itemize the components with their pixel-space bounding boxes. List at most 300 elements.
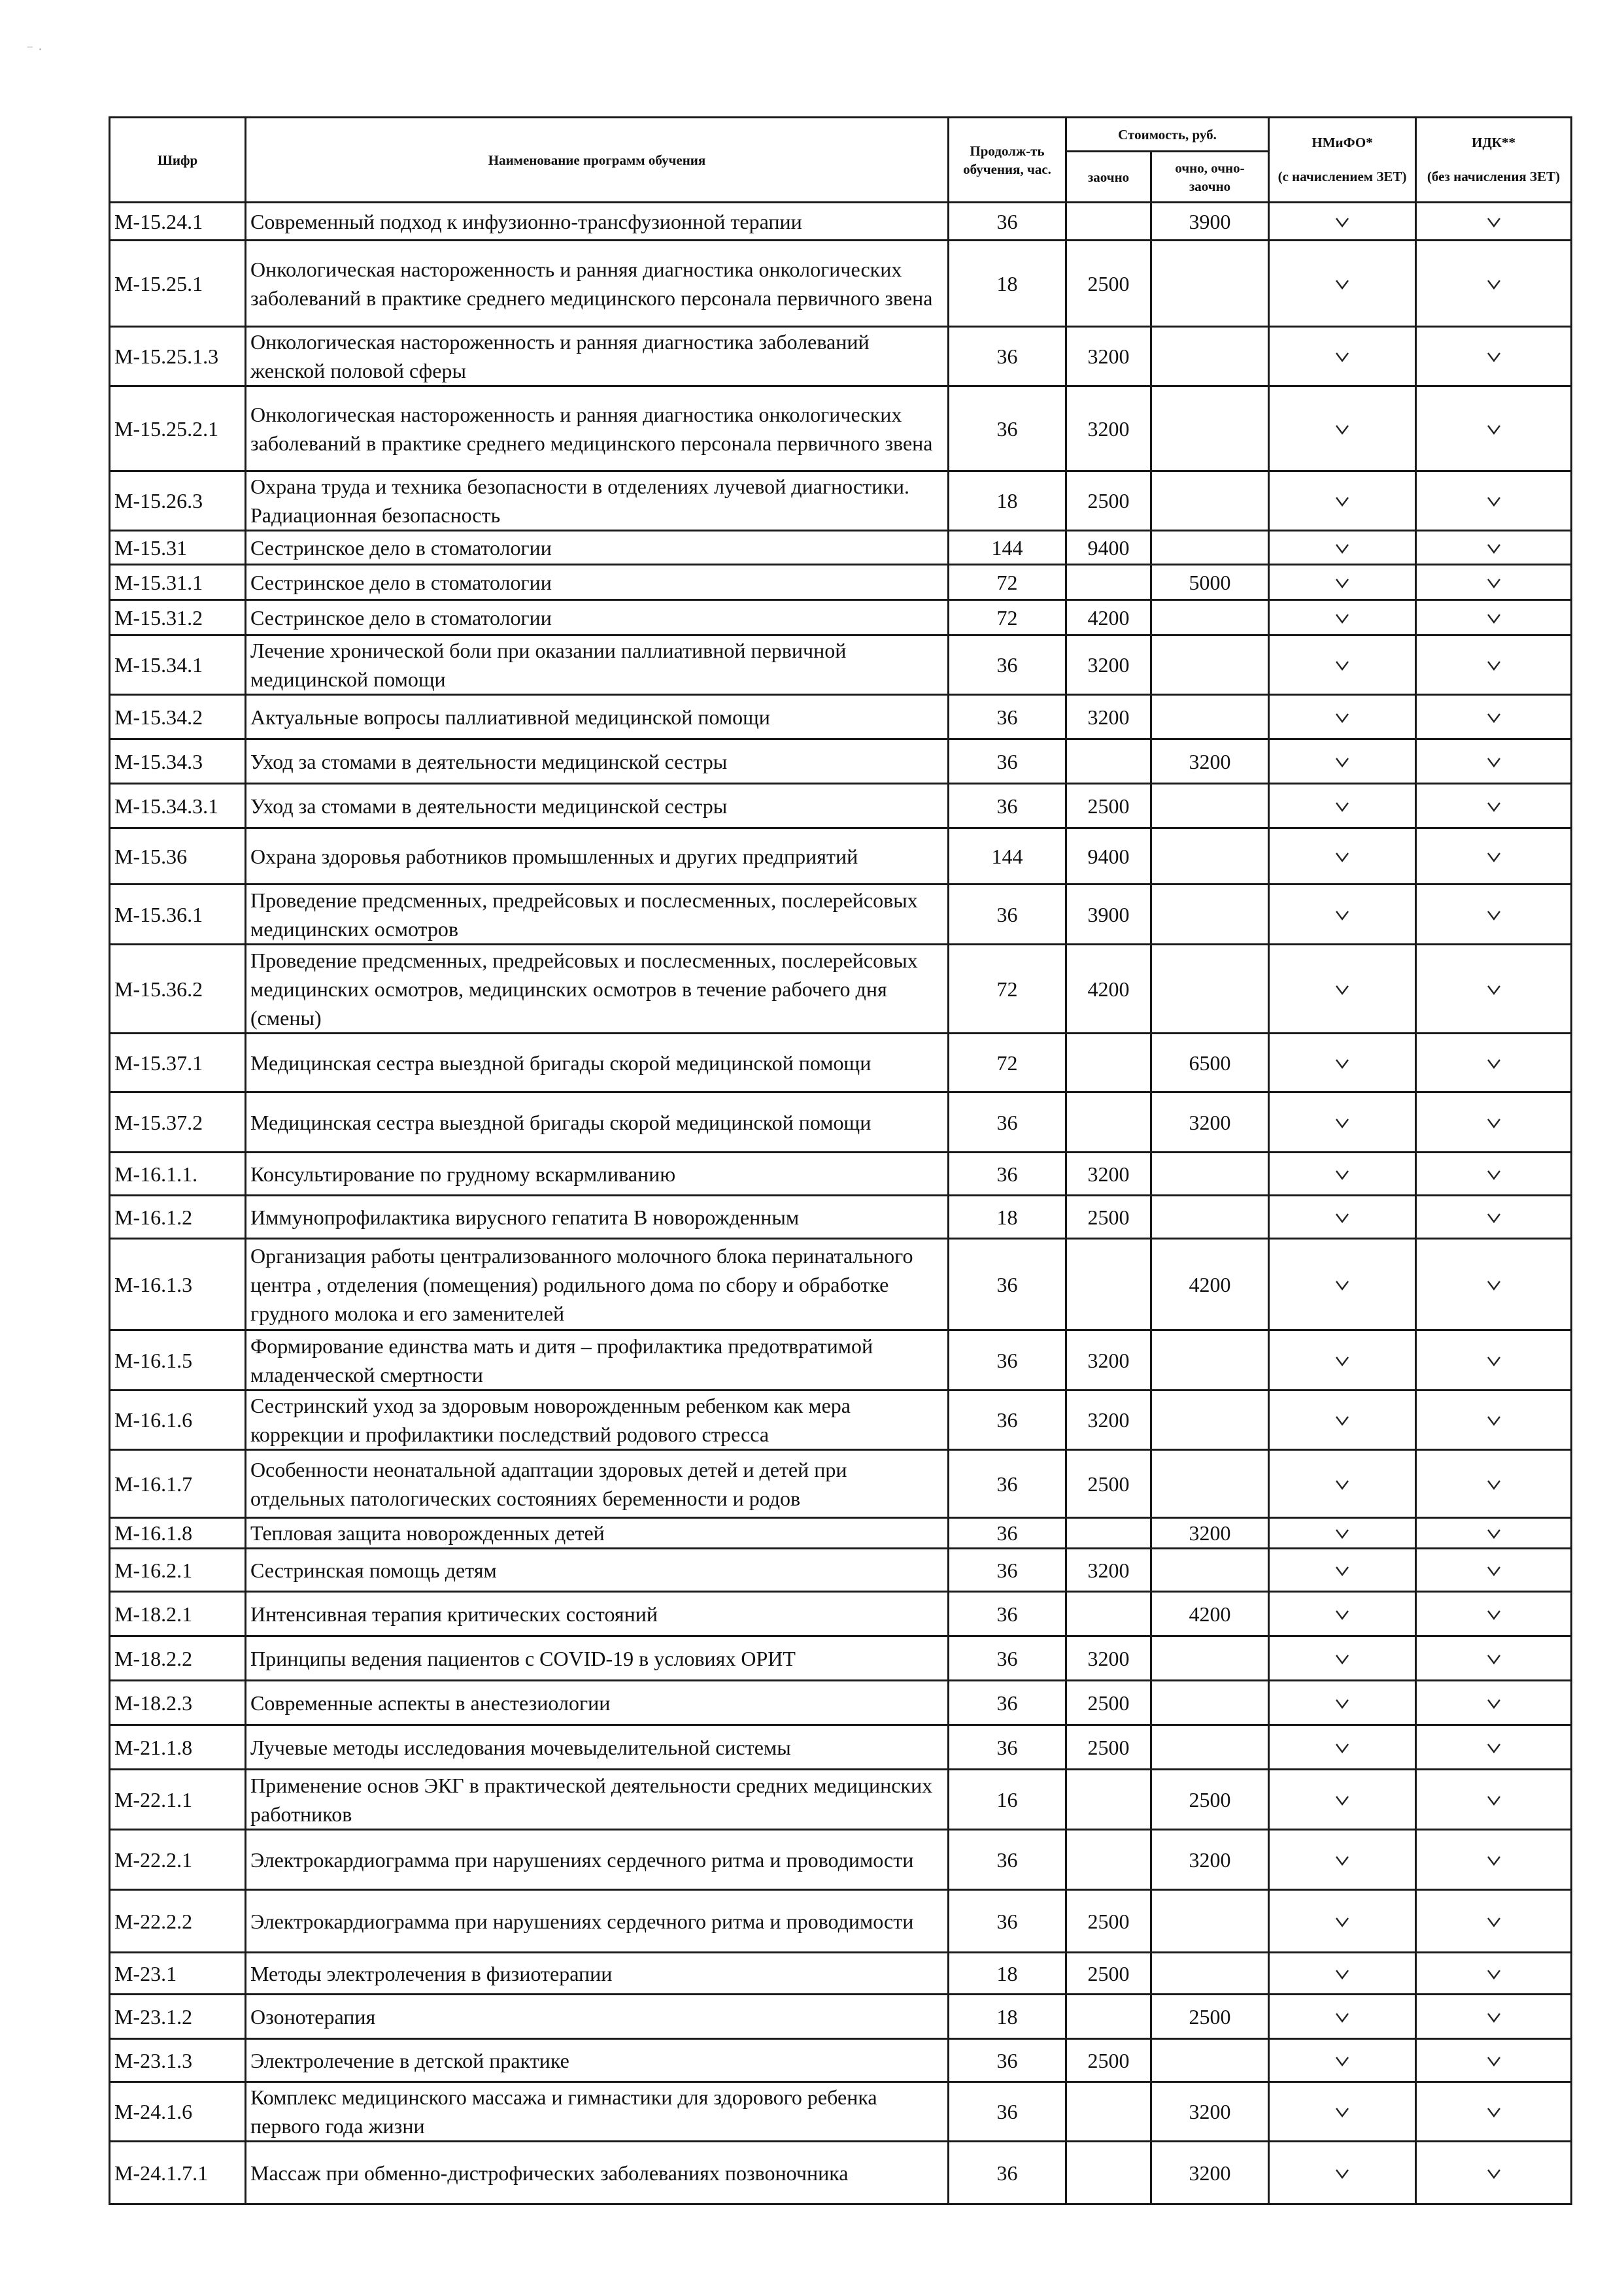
nmifo-mark [1269,1330,1416,1391]
checkmark-v-icon [1333,1742,1351,1755]
table-row [110,695,1572,739]
cost-zaochno [1066,1518,1151,1549]
idk-mark [1416,1681,1572,1725]
program-code: М-15.36 [110,828,246,885]
program-hours: 36 [949,1830,1066,1890]
checkmark-v-icon [1485,1854,1503,1867]
nmifo-mark [1269,1034,1416,1092]
table-row [110,1592,1572,1636]
checkmark-v-icon [1333,2011,1351,2024]
cost-ochno [1151,386,1269,471]
cost-ochno [1151,1330,1269,1391]
nmifo-mark [1269,1890,1416,1953]
checkmark-v-icon [1485,1279,1503,1292]
header-code: Шифр [110,118,246,203]
program-name: Массаж при обменно-дистрофических заболеваниях позвоночника [246,2142,949,2204]
program-code: М-15.34.2 [110,695,246,739]
program-name: Применение основ ЭКГ в практической деятельности средних медицинских работников [246,1770,949,1830]
program-hours: 144 [949,828,1066,885]
program-hours: 36 [949,2039,1066,2082]
idk-mark [1416,1518,1572,1549]
cost-zaochno [1066,2142,1151,2204]
table-row [110,471,1572,531]
cost-ochno [1151,2039,1269,2082]
idk-mark [1416,2039,1572,2082]
program-hours: 36 [949,1681,1066,1725]
nmifo-mark [1269,2142,1416,2204]
nmifo-mark [1269,531,1416,565]
program-code: М-23.1.2 [110,1995,246,2039]
program-hours: 36 [949,1549,1066,1592]
program-code: М-24.1.6 [110,2082,246,2142]
program-code: М-16.1.2 [110,1196,246,1239]
checkmark-v-icon [1485,2055,1503,2068]
program-name: Онкологическая настороженность и ранняя диагностика онкологических заболеваний в практике среднего медицинского персонала первичного звена [246,386,949,471]
program-hours: 36 [949,885,1066,945]
table-row [110,1153,1572,1196]
idk-mark [1416,784,1572,828]
nmifo-mark [1269,1196,1416,1239]
table-row [110,1034,1572,1092]
idk-mark [1416,1330,1572,1391]
program-code: М-23.1 [110,1953,246,1995]
cost-ochno [1151,695,1269,739]
cost-ochno [1151,784,1269,828]
program-hours: 72 [949,945,1066,1034]
idk-mark [1416,241,1572,327]
nmifo-mark [1269,1391,1416,1450]
idk-mark [1416,1092,1572,1153]
program-hours: 36 [949,2142,1066,2204]
nmifo-mark [1269,1953,1416,1995]
program-code: М-16.1.7 [110,1450,246,1518]
cost-ochno [1151,1681,1269,1725]
program-code: М-16.1.3 [110,1239,246,1330]
idk-mark [1416,1549,1572,1592]
table-row [110,386,1572,471]
cost-ochno: 6500 [1151,1034,1269,1092]
nmifo-mark [1269,2039,1416,2082]
checkmark-v-icon [1485,278,1503,291]
checkmark-v-icon [1333,1478,1351,1491]
program-name: Комплекс медицинского массажа и гимнастики для здорового ребенка первого года жизни [246,2082,949,2142]
program-hours: 36 [949,1153,1066,1196]
cost-ochno [1151,531,1269,565]
table-row [110,1549,1572,1592]
cost-ochno [1151,1725,1269,1770]
program-name: Лучевые методы исследования мочевыделительной системы [246,1725,949,1770]
idk-mark [1416,1153,1572,1196]
idk-mark [1416,885,1572,945]
program-code: М-15.34.1 [110,635,246,695]
header-nmifo-note: (с начислением ЗЕТ) [1269,152,1416,203]
checkmark-v-icon [1485,1564,1503,1577]
table-row [110,241,1572,327]
cost-ochno: 4200 [1151,1239,1269,1330]
program-name: Уход за стомами в деятельности медицинской сестры [246,739,949,784]
table-row [110,1450,1572,1518]
cost-zaochno [1066,2082,1151,2142]
cost-zaochno [1066,1770,1151,1830]
program-name: Сестринское дело в стоматологии [246,531,949,565]
checkmark-v-icon [1485,1915,1503,1929]
program-code: М-22.2.2 [110,1890,246,1953]
cost-ochno [1151,600,1269,635]
nmifo-mark [1269,203,1416,241]
cost-ochno [1151,1549,1269,1592]
checkmark-v-icon [1485,800,1503,813]
table-row [110,1953,1572,1995]
cost-zaochno: 2500 [1066,1890,1151,1953]
program-name: Охрана здоровья работников промышленных и других предприятий [246,828,949,885]
program-hours: 18 [949,471,1066,531]
checkmark-v-icon [1333,1915,1351,1929]
cost-zaochno: 9400 [1066,531,1151,565]
program-hours: 36 [949,1092,1066,1153]
nmifo-mark [1269,1830,1416,1890]
checkmark-v-icon [1333,1794,1351,1807]
cost-zaochno [1066,1034,1151,1092]
program-code: М-22.1.1 [110,1770,246,1830]
program-name: Организация работы централизованного молочного блока перинатального центра , отделения (помещения) родильного дома по сбору и обработке грудного молока и его заменителей [246,1239,949,1330]
table-row [110,945,1572,1034]
program-hours: 36 [949,386,1066,471]
idk-mark [1416,1770,1572,1830]
checkmark-v-icon [1333,1168,1351,1181]
cost-ochno: 3200 [1151,1830,1269,1890]
checkmark-v-icon [1333,983,1351,996]
checkmark-v-icon [1333,1057,1351,1070]
idk-mark [1416,1953,1572,1995]
program-name: Интенсивная терапия критических состояний [246,1592,949,1636]
cost-zaochno [1066,739,1151,784]
idk-mark [1416,1636,1572,1681]
cost-ochno: 4200 [1151,1592,1269,1636]
checkmark-v-icon [1333,1117,1351,1130]
nmifo-mark [1269,945,1416,1034]
cost-zaochno: 4200 [1066,600,1151,635]
table-row [110,2082,1572,2142]
program-code: М-15.36.2 [110,945,246,1034]
program-hours: 36 [949,203,1066,241]
idk-mark [1416,695,1572,739]
header-duration: Продолж-ть обучения, час. [949,118,1066,203]
cost-zaochno: 2500 [1066,1681,1151,1725]
checkmark-v-icon [1333,1697,1351,1710]
nmifo-mark [1269,2082,1416,2142]
checkmark-v-icon [1333,612,1351,625]
program-hours: 72 [949,1034,1066,1092]
program-code: М-23.1.3 [110,2039,246,2082]
checkmark-v-icon [1333,542,1351,555]
checkmark-v-icon [1485,495,1503,508]
checkmark-v-icon [1333,1414,1351,1427]
checkmark-v-icon [1485,1355,1503,1368]
idk-mark [1416,327,1572,386]
program-code: М-15.26.3 [110,471,246,531]
table-header [110,118,1572,203]
table-row [110,828,1572,885]
program-code: М-16.2.1 [110,1549,246,1592]
checkmark-v-icon [1485,1742,1503,1755]
checkmark-v-icon [1333,1854,1351,1867]
nmifo-mark [1269,600,1416,635]
table-row [110,2142,1572,2204]
nmifo-mark [1269,1153,1416,1196]
nmifo-mark [1269,1725,1416,1770]
program-code: М-15.34.3 [110,739,246,784]
cost-zaochno: 3200 [1066,695,1151,739]
table-row [110,739,1572,784]
program-hours: 36 [949,1725,1066,1770]
cost-zaochno [1066,565,1151,600]
checkmark-v-icon [1333,1653,1351,1666]
checkmark-v-icon [1485,423,1503,436]
checkmark-v-icon [1485,2106,1503,2119]
table-row [110,1636,1572,1681]
checkmark-v-icon [1485,756,1503,769]
cost-zaochno [1066,1995,1151,2039]
cost-zaochno: 3200 [1066,1549,1151,1592]
checkmark-v-icon [1485,711,1503,724]
program-name: Озонотерапия [246,1995,949,2039]
header-idk: ИДК** [1416,118,1572,152]
nmifo-mark [1269,1681,1416,1725]
idk-mark [1416,1830,1572,1890]
table-row [110,784,1572,828]
checkmark-v-icon [1485,1527,1503,1540]
header-nmifo: НМиФО* [1269,118,1416,152]
program-hours: 36 [949,784,1066,828]
checkmark-v-icon [1333,1355,1351,1368]
program-name: Электрокардиограмма при нарушениях сердечного ритма и проводимости [246,1890,949,1953]
checkmark-v-icon [1333,756,1351,769]
table-row [110,1830,1572,1890]
programs-price-table [109,116,1572,2205]
program-hours: 18 [949,1953,1066,1995]
cost-ochno [1151,1196,1269,1239]
cost-zaochno: 3200 [1066,1153,1151,1196]
checkmark-v-icon [1485,2011,1503,2024]
program-code: М-22.2.1 [110,1830,246,1890]
program-hours: 144 [949,531,1066,565]
nmifo-mark [1269,327,1416,386]
table-row [110,2039,1572,2082]
nmifo-mark [1269,1770,1416,1830]
program-name: Сестринское дело в стоматологии [246,600,949,635]
table-row [110,635,1572,695]
idk-mark [1416,203,1572,241]
nmifo-mark [1269,635,1416,695]
cost-ochno [1151,1636,1269,1681]
checkmark-v-icon [1485,542,1503,555]
cost-ochno [1151,828,1269,885]
checkmark-v-icon [1485,1608,1503,1621]
nmifo-mark [1269,1518,1416,1549]
nmifo-mark [1269,885,1416,945]
table-row [110,565,1572,600]
table-row [110,1196,1572,1239]
checkmark-v-icon [1333,711,1351,724]
header-cost-ochno: очно, очно-заочно [1151,152,1269,203]
program-name: Методы электролечения в физиотерапии [246,1953,949,1995]
checkmark-v-icon [1333,1211,1351,1224]
cost-ochno: 2500 [1151,1770,1269,1830]
checkmark-v-icon [1333,659,1351,672]
cost-ochno [1151,1153,1269,1196]
table-row [110,1239,1572,1330]
cost-ochno: 5000 [1151,565,1269,600]
program-code: М-16.1.8 [110,1518,246,1549]
program-name: Принципы ведения пациентов с COVID-19 в условиях ОРИТ [246,1636,949,1681]
header-idk-note: (без начисления ЗЕТ) [1416,152,1572,203]
table-row [110,327,1572,386]
cost-zaochno: 2500 [1066,1196,1151,1239]
program-name: Сестринский уход за здоровым новорожденным ребенком как мера коррекции и профилактики последствий родового стресса [246,1391,949,1450]
checkmark-v-icon [1485,1168,1503,1181]
program-name: Особенности неонатальной адаптации здоровых детей и детей при отдельных патологических состояниях беременности и родов [246,1450,949,1518]
program-hours: 18 [949,1196,1066,1239]
program-name: Лечение хронической боли при оказании паллиативной первичной медицинской помощи [246,635,949,695]
nmifo-mark [1269,565,1416,600]
program-hours: 36 [949,1518,1066,1549]
table-row [110,1092,1572,1153]
checkmark-v-icon [1333,1608,1351,1621]
checkmark-v-icon [1485,983,1503,996]
program-name: Современный подход к инфузионно-трансфузионной терапии [246,203,949,241]
checkmark-v-icon [1333,278,1351,291]
nmifo-mark [1269,828,1416,885]
program-hours: 36 [949,1636,1066,1681]
checkmark-v-icon [1485,350,1503,363]
idk-mark [1416,1034,1572,1092]
idk-mark [1416,600,1572,635]
checkmark-v-icon [1485,1057,1503,1070]
idk-mark [1416,739,1572,784]
program-code: М-21.1.8 [110,1725,246,1770]
nmifo-mark [1269,1995,1416,2039]
idk-mark [1416,1450,1572,1518]
checkmark-v-icon [1333,577,1351,590]
program-name: Актуальные вопросы паллиативной медицинской помощи [246,695,949,739]
header-cost: Стоимость, руб. [1066,118,1269,152]
checkmark-v-icon [1485,1414,1503,1427]
nmifo-mark [1269,1592,1416,1636]
program-hours: 36 [949,1592,1066,1636]
idk-mark [1416,471,1572,531]
program-code: М-18.2.1 [110,1592,246,1636]
table-row [110,600,1572,635]
program-code: М-15.36.1 [110,885,246,945]
nmifo-mark [1269,1239,1416,1330]
cost-zaochno [1066,1830,1151,1890]
idk-mark [1416,1239,1572,1330]
idk-mark [1416,1196,1572,1239]
program-code: М-15.25.1.3 [110,327,246,386]
checkmark-v-icon [1485,216,1503,229]
nmifo-mark [1269,1450,1416,1518]
table-row [110,1770,1572,1830]
program-code: М-15.24.1 [110,203,246,241]
checkmark-v-icon [1333,2106,1351,2119]
program-name: Медицинская сестра выездной бригады скорой медицинской помощи [246,1034,949,1092]
idk-mark [1416,945,1572,1034]
program-name: Медицинская сестра выездной бригады скорой медицинской помощи [246,1092,949,1153]
checkmark-v-icon [1333,1968,1351,1981]
table-row [110,1391,1572,1450]
checkmark-v-icon [1333,800,1351,813]
table-row [110,1518,1572,1549]
checkmark-v-icon [1485,612,1503,625]
nmifo-mark [1269,739,1416,784]
nmifo-mark [1269,1636,1416,1681]
nmifo-mark [1269,241,1416,327]
program-hours: 36 [949,2082,1066,2142]
program-hours: 72 [949,565,1066,600]
program-name: Проведение предсменных, предрейсовых и послесменных, послерейсовых медицинских осмотров, медицинских осмотров в течение рабочего дня (смены) [246,945,949,1034]
checkmark-v-icon [1333,423,1351,436]
checkmark-v-icon [1485,1478,1503,1491]
program-name: Тепловая защита новорожденных детей [246,1518,949,1549]
nmifo-mark [1269,386,1416,471]
cost-zaochno: 2500 [1066,1725,1151,1770]
nmifo-mark [1269,471,1416,531]
idk-mark [1416,565,1572,600]
program-code: М-24.1.7.1 [110,2142,246,2204]
cost-zaochno: 3200 [1066,1636,1151,1681]
cost-ochno: 3200 [1151,2142,1269,2204]
checkmark-v-icon [1485,2167,1503,2180]
cost-zaochno: 2500 [1066,1953,1151,1995]
cost-zaochno: 3900 [1066,885,1151,945]
program-code: М-16.1.5 [110,1330,246,1391]
cost-zaochno: 3200 [1066,635,1151,695]
program-hours: 36 [949,1391,1066,1450]
checkmark-v-icon [1485,1968,1503,1981]
program-name: Уход за стомами в деятельности медицинской сестры [246,784,949,828]
table-row [110,531,1572,565]
program-hours: 36 [949,695,1066,739]
checkmark-v-icon [1333,1564,1351,1577]
idk-mark [1416,2142,1572,2204]
cost-zaochno [1066,1092,1151,1153]
cost-ochno [1151,327,1269,386]
cost-ochno [1151,471,1269,531]
cost-zaochno: 4200 [1066,945,1151,1034]
cost-ochno [1151,885,1269,945]
program-hours: 18 [949,241,1066,327]
cost-ochno: 3200 [1151,1518,1269,1549]
idk-mark [1416,828,1572,885]
nmifo-mark [1269,1549,1416,1592]
cost-ochno [1151,945,1269,1034]
program-name: Электролечение в детской практике [246,2039,949,2082]
program-name: Иммунопрофилактика вирусного гепатита В новорожденным [246,1196,949,1239]
program-name: Электрокардиограмма при нарушениях сердечного ритма и проводимости [246,1830,949,1890]
table-row [110,1890,1572,1953]
program-name: Онкологическая настороженность и ранняя диагностика заболеваний женской половой сферы [246,327,949,386]
program-name: Онкологическая настороженность и ранняя диагностика онкологических заболеваний в практике среднего медицинского персонала первичного звена [246,241,949,327]
program-code: М-15.37.2 [110,1092,246,1153]
idk-mark [1416,1592,1572,1636]
program-hours: 36 [949,635,1066,695]
header-cost-zaochno: заочно [1066,152,1151,203]
checkmark-v-icon [1485,1653,1503,1666]
cost-ochno [1151,241,1269,327]
table-row [110,1725,1572,1770]
checkmark-v-icon [1485,909,1503,922]
checkmark-v-icon [1485,1211,1503,1224]
